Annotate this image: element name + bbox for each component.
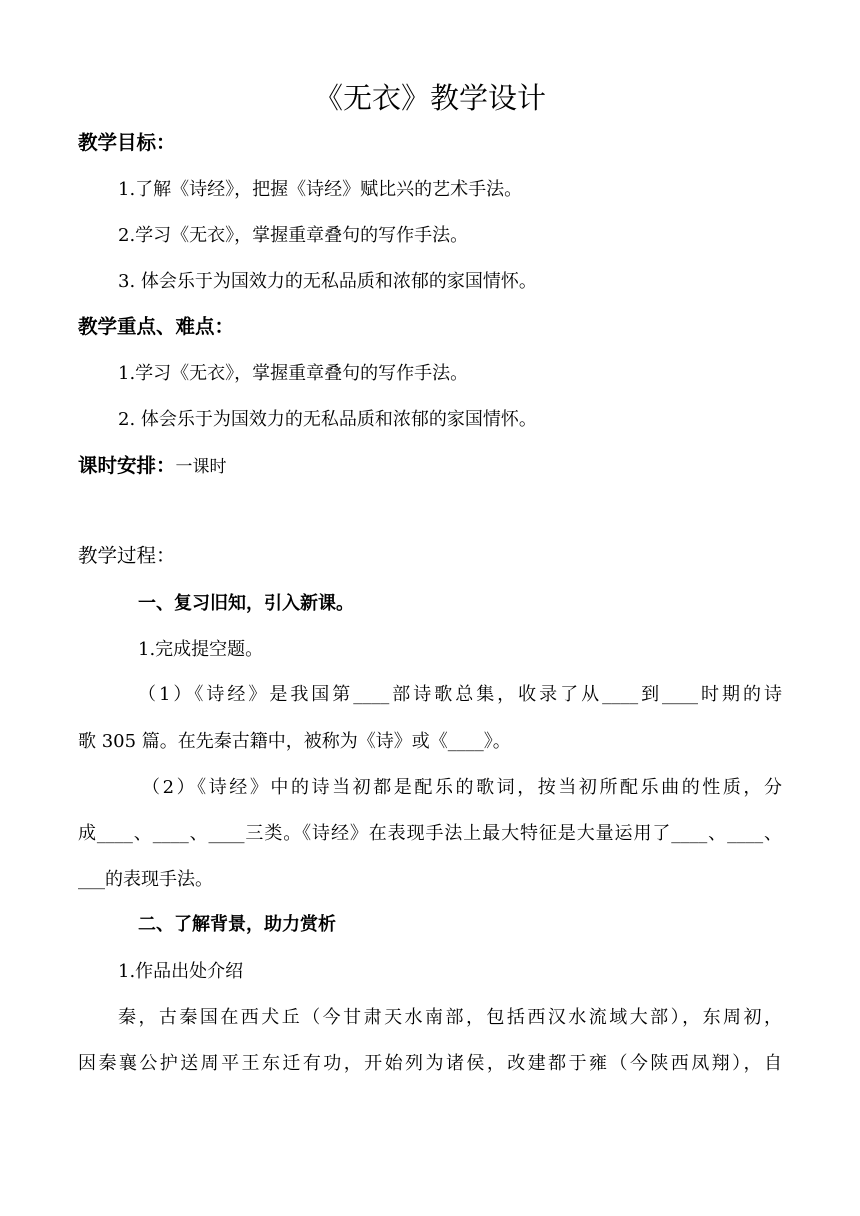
question2-line1: （2）《诗经》中的诗当初都是配乐的歌词，按当初所配乐曲的性质，分 (142, 777, 782, 798)
page-title: 《无衣》教学设计 (313, 81, 546, 115)
section1-task: 1.完成提空题。 (138, 639, 264, 660)
section2-title: 二、了解背景，助力赏析 (138, 914, 336, 935)
objective-item-1: 1.了解《诗经》，把握《诗经》赋比兴的艺术手法。 (118, 179, 523, 200)
objective-item-2: 2.学习《无衣》，掌握重章叠句的写作手法。 (118, 225, 469, 246)
objectives-heading: 教学目标： (78, 131, 176, 154)
section1-title: 一、复习旧知，引入新课。 (138, 593, 354, 614)
schedule-heading: 课时安排： (78, 454, 176, 477)
schedule-value: 一课时 (175, 457, 227, 477)
question2-line3: ___的表现手法。 (78, 869, 213, 890)
question1-line2: 歌 305 篇。在先秦古籍中，被称为《诗》或《____》。 (78, 731, 511, 752)
key-point-item-2: 2. 体会乐于为国效力的无私品质和浓郁的家国情怀。 (118, 409, 537, 430)
schedule-row (78, 451, 227, 482)
question1-line1: （1）《诗经》是我国第____部诗歌总集，收录了从____到____时期的诗 (138, 684, 782, 705)
key-point-item-1: 1.学习《无衣》，掌握重章叠句的写作手法。 (118, 363, 469, 384)
question2-line2: 成____、____、____三类。《诗经》在表现手法上最大特征是大量运用了____、____、 (78, 823, 782, 844)
objective-item-3: 3. 体会乐于为国效力的无私品质和浓郁的家国情怀。 (118, 271, 537, 292)
background-para-line2: 因秦襄公护送周平王东迁有功，开始列为诸侯，改建都于雍（今陕西凤翔），自 (78, 1053, 782, 1074)
background-para-line1: 秦，古秦国在西犬丘（今甘肃天水南部，包括西汉水流域大部），东周初， (118, 1007, 782, 1028)
key-points-heading: 教学重点、难点： (78, 315, 235, 338)
process-heading: 教学过程： (78, 544, 176, 567)
section2-task: 1.作品出处介绍 (118, 961, 244, 982)
